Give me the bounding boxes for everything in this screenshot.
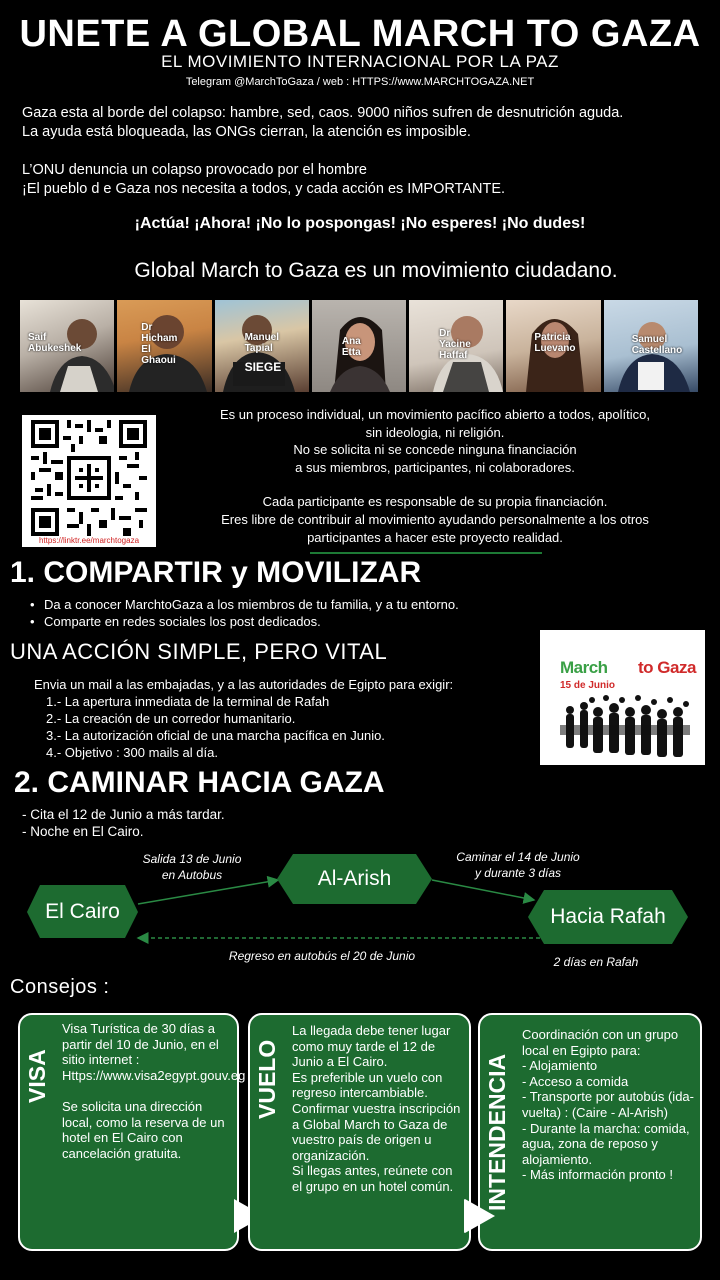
about-line: Eres libre de contribuir al movimiento ayudando personalmente a los otros [221, 511, 649, 527]
mail-intro: Envia un mail a las embajadas, y a las autoridades de Egipto para exigir: [34, 677, 454, 692]
organizer-photo [409, 300, 503, 392]
tip-card-vuelo [248, 1013, 471, 1251]
tip-card-title: VISA [24, 1049, 50, 1103]
tip-card-title: INTENDENCIA [484, 1053, 510, 1211]
organizer-name: Saif Abukeshek [28, 332, 82, 354]
contact-line: Telegram @MarchToGaza / web : HTTPS://www.MARCHTOGAZA.NET [185, 76, 535, 88]
organizer-photo [215, 300, 309, 392]
qr-code-icon [31, 420, 147, 536]
node-cairo-label: El Cairo [45, 900, 120, 923]
poster-title-a: March [560, 658, 608, 677]
organizer-photo [20, 300, 114, 392]
tip-card-text: Coordinación con un grupo local en Egipto para: - Alojamiento - Acceso a comida - Transporte por autobús (ida-vuelta) : (Caire - Al-Arish) - Durante la marcha: comida, agua, zona de reposo y alojamiento. - Más información pronto ! [522, 1027, 694, 1183]
action-heading: UNA ACCIÓN SIMPLE, PERO VITAL [10, 639, 388, 664]
meeting-line: - Cita el 12 de Junio a más tardar. [22, 807, 225, 822]
intro-line: Gaza esta al borde del colapso: hambre, sed, caos. 9000 niños sufren de desnutrición aguda. [22, 105, 624, 121]
tip-card-intendencia [478, 1013, 702, 1251]
about-line: participantes a hacer este proyecto realidad. [307, 529, 563, 545]
organizer-photo [506, 300, 600, 392]
organizer-name: Manuel Tapial [244, 332, 280, 354]
march-poster [540, 630, 705, 765]
call-to-action: ¡Actúa! ¡Ahora! ¡No lo pospongas! ¡No esperes! ¡No dudes! [134, 215, 586, 232]
organizer-name: Dr Yacine Haffaf [439, 328, 471, 361]
mail-instructions [34, 676, 453, 761]
demand-item: 4.- Objetivo : 300 mails al día. [46, 745, 218, 760]
page-subtitle: EL MOVIMIENTO INTERNACIONAL POR LA PAZ [161, 52, 559, 71]
meeting-line: - Noche en El Cairo. [22, 824, 144, 839]
qr-link[interactable]: https://linktr.ee/marchtogaza [38, 536, 140, 545]
tips-heading: Consejos : [10, 976, 110, 998]
about-text [160, 406, 710, 546]
play-arrow-icon [465, 1199, 495, 1233]
organizer-name: Samuel Castellano [631, 334, 683, 356]
route-arrow [432, 880, 534, 900]
tip-card-title: VUELO [254, 1039, 280, 1119]
route-arrow [138, 880, 278, 904]
organizer-photo [117, 300, 211, 392]
tip-card-text: La llegada debe tener lugar como muy tarde el 12 de Junio a El Cairo. Es preferible un vuelo con regreso intercambiable. Confirmar vuestra inscripción a Global March to Gaza de vuestro país de origen u organización. Si llegas antes, reúnete con el grupo en un hotel común. [292, 1023, 461, 1194]
node-arish-label: Al-Arish [317, 867, 392, 890]
qr-code[interactable] [22, 415, 156, 547]
poster-title-b: to Gaza [638, 658, 696, 677]
route-leg1-line: Salida 13 de Junio [142, 852, 242, 866]
divider [310, 552, 542, 554]
demand-item: 1.- La apertura inmediata de la terminal de Rafah [46, 694, 330, 709]
route-leg2-line: y durante 3 días [474, 866, 562, 880]
share-bullets [28, 596, 459, 630]
tip-card-visa [18, 1013, 246, 1251]
about-line: Cada participante es responsable de su propia financiación. [262, 494, 608, 510]
list-item: • Comparte en redes sociales los post dedicados. [28, 613, 459, 630]
poster-date: 15 de Junio [560, 680, 616, 691]
demand-item: 3.- La autorización oficial de una marcha pacífica en Junio. [46, 728, 385, 743]
meeting-info [22, 806, 225, 840]
route-leg2-line: Caminar el 14 de Junio [456, 850, 580, 864]
route-leg1-line: en Autobus [161, 868, 223, 882]
node-rafah-label: Hacia Rafah [550, 905, 666, 928]
marching-crowd-icon [540, 630, 705, 765]
about-line: No se solicita ni se concede ninguna financiación [293, 442, 577, 458]
page-title: UNETE A GLOBAL MARCH TO GAZA [19, 13, 701, 55]
section-2-heading: 2. CAMINAR HACIA GAZA [14, 766, 385, 799]
intro-text [22, 104, 712, 199]
intro-line: L’ONU denuncia un colapso provocado por el hombre [22, 162, 367, 178]
intro-line: La ayuda está bloqueada, las ONGs cierran, la atención es imposible. [22, 124, 471, 140]
demand-item: 2.- La creación de un corredor humanitario. [46, 711, 296, 726]
list-item: • Da a conocer MarchtoGaza a los miembros de tu familia, y a tu entorno. [28, 596, 459, 613]
rafah-days-label: 2 días en Rafah [553, 955, 639, 969]
about-line: a sus miembros, participantes, ni colaboradores. [295, 459, 575, 475]
sign-text: SIEGE [244, 360, 282, 374]
movement-statement: Global March to Gaza es un movimiento ciudadano. [134, 259, 618, 282]
about-line: sin ideologia, ni religión. [365, 424, 505, 440]
tip-card-text: Visa Turística de 30 días a partir del 10 de Junio, en el sitio internet : Https://www.visa2egypt.gouv.eg Se solicita una dirección local, como la reserva de un hotel en El Cairo con cancelación gratuita. [62, 1021, 246, 1161]
organizers-photo-strip [20, 300, 698, 392]
organizer-photo [312, 300, 406, 392]
intro-line: ¡El pueblo d e Gaza nos necesita a todos, y cada acción es IMPORTANTE. [22, 181, 506, 197]
about-line: Es un proceso individual, un movimiento pacífico abierto a todos, apolítico, [220, 407, 650, 422]
section-1-heading: 1. COMPARTIR y MOVILIZAR [10, 556, 422, 589]
organizer-name: Ana Etta [341, 336, 361, 358]
organizer-name: Dr Hicham El Ghaoui [141, 322, 178, 366]
route-return-label: Regreso en autobús el 20 de Junio [228, 949, 416, 963]
organizer-photo [604, 300, 698, 392]
organizer-name: Patricia Luevano [534, 332, 576, 354]
